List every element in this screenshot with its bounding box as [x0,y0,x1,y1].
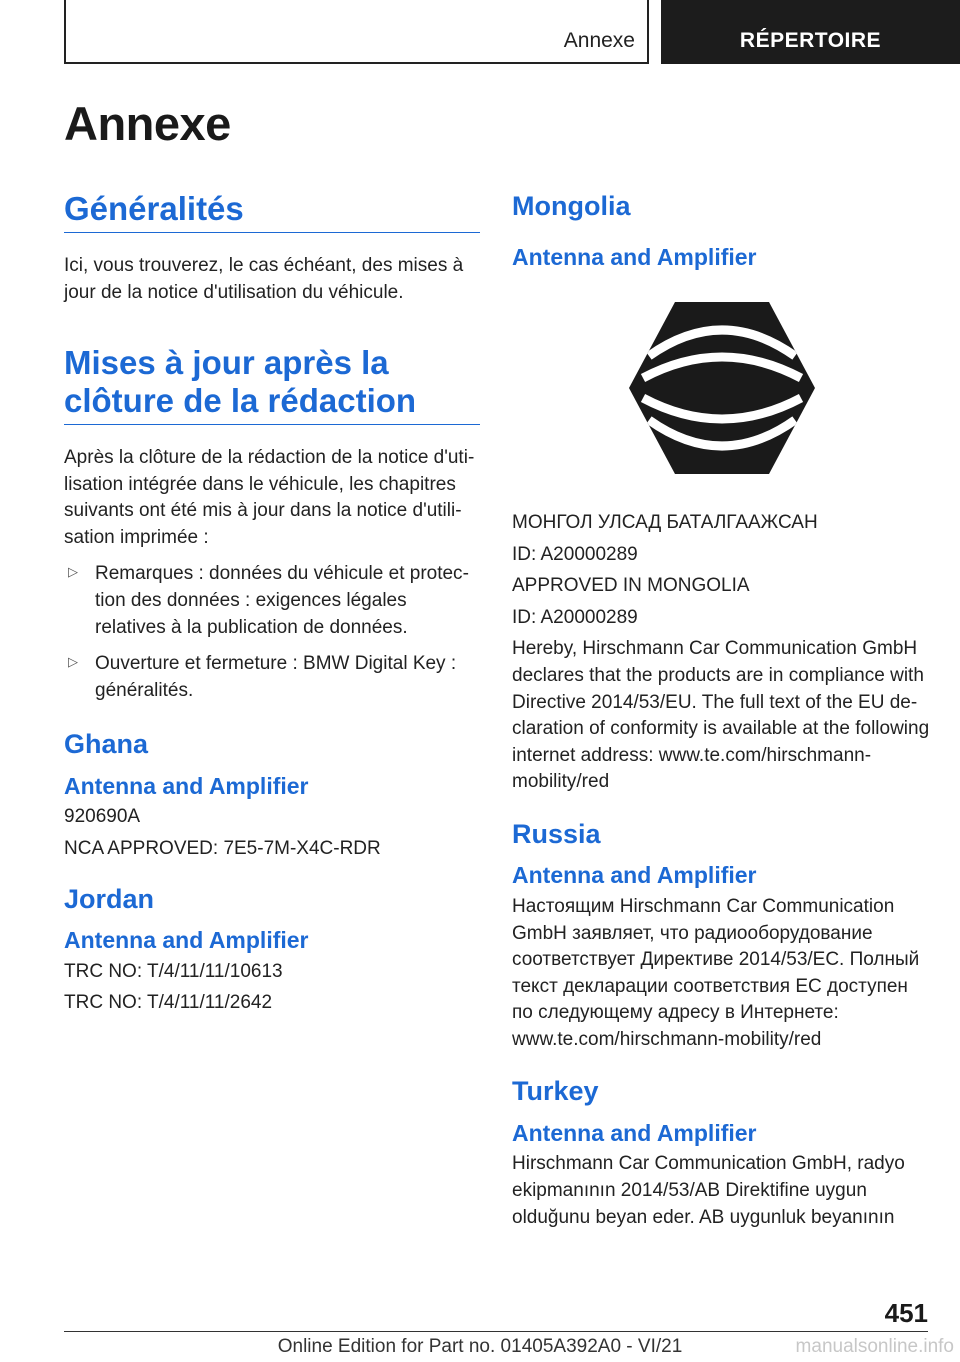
heading-mises-a-jour: Mises à jour après la clôture de la rédaction [64,344,480,425]
turkey-subtitle: Antenna and Amplifier [512,1119,757,1146]
page-number: 451 [884,1298,928,1328]
triangle-right-outline-icon: ▷ [68,654,78,670]
triangle-right-outline-icon: ▷ [68,564,78,580]
generalites-text: Ici, vous trouverez, le cas échéant, des mises à jour de la notice d'utilisation du véhicule. [64,254,464,303]
jordan-subtitle: Antenna and Amplifier [64,926,309,953]
mongolia-certification-logo [629,302,815,474]
ghana-line: 920690A [64,806,141,828]
turkey-text: Hirschmann Car Communication GmbH, radyo ekipmanının 2014/53/AB Direktifine uygun olduğunu beyan eder. AB uygunluk beyanının [512,1153,905,1228]
heading-ghana: Ghana [64,729,149,760]
left-column [64,190,480,1022]
jordan-lines [64,959,480,1017]
watermark: manualsonline.info [795,1336,954,1357]
mongolia-declaration: Hereby, Hirschmann Car Communication GmbH declares that the products are in compliance with Directive 2014/53/EU. The full text of the EU declaration of conformity is available at the following internet address: www.te.com/hirschmann-mobility/red [512,638,930,793]
russia-subtitle: Antenna and Amplifier [512,862,757,889]
heading-jordan: Jordan [64,883,155,914]
heading-russia: Russia [512,818,601,849]
footer-edition: Online Edition for Part no. 01405A392A0 - VI/21 [277,1336,683,1357]
list-item-text: Ouverture et fermeture : BMW Digital Key : généralités. [95,653,457,701]
header-section-box [64,0,649,64]
russia-text: Настоящим Hirschmann Car Communication GmbH заявляет, что радиооборудование соответствует Директиве 2014/53/ЕС. Полный текст декларации соответствия ЕС доступен по следующему адресу в Интернете: www.te.com/hirschmann-mobility/red [512,895,920,1050]
heading-mongolia: Mongolia [512,191,631,221]
mongolia-certification-logo-wrap [512,302,932,474]
mongolia-line: APPROVED IN MONGOLIA [512,575,750,597]
mises-a-jour-text: Après la clôture de la rédaction de la notice d'utilisation intégrée dans le véhicule, les chapitres suivants ont été mis à jour dans la notice d'utilisation imprimée : [64,447,475,548]
list-item [64,651,480,704]
header-section-label: Annexe [563,29,635,52]
footer-divider [64,1331,928,1332]
jordan-line: TRC NO: T/4/11/11/10613 [64,960,283,982]
mongolia-line: ID: A20000289 [512,543,638,565]
list-item [64,561,480,641]
mongolia-line: ID: A20000289 [512,606,638,628]
mongolia-line: МОНГОЛ УЛСАД БАТАЛГААЖСАН [512,511,818,533]
ghana-subtitle: Antenna and Amplifier [64,772,309,799]
ghana-lines [64,804,480,862]
heading-turkey: Turkey [512,1076,599,1107]
mongolia-lines [512,510,932,796]
jordan-line: TRC NO: T/4/11/11/2642 [64,992,273,1014]
updated-chapters-list [64,561,480,704]
ghana-line: NCA APPROVED: 7E5-7M-X4C-RDR [64,837,381,859]
page-title: Annexe [64,97,231,150]
list-item-text: Remarques : données du véhicule et protection des données : exigences légales relatives à la publication de données. [95,563,469,638]
right-column [512,190,932,1231]
header-index-tab-label: RÉPERTOIRE [739,29,882,52]
heading-generalites: Généralités [64,190,480,233]
mongolia-subtitle: Antenna and Amplifier [512,244,757,271]
header-index-tab[interactable] [661,0,960,64]
